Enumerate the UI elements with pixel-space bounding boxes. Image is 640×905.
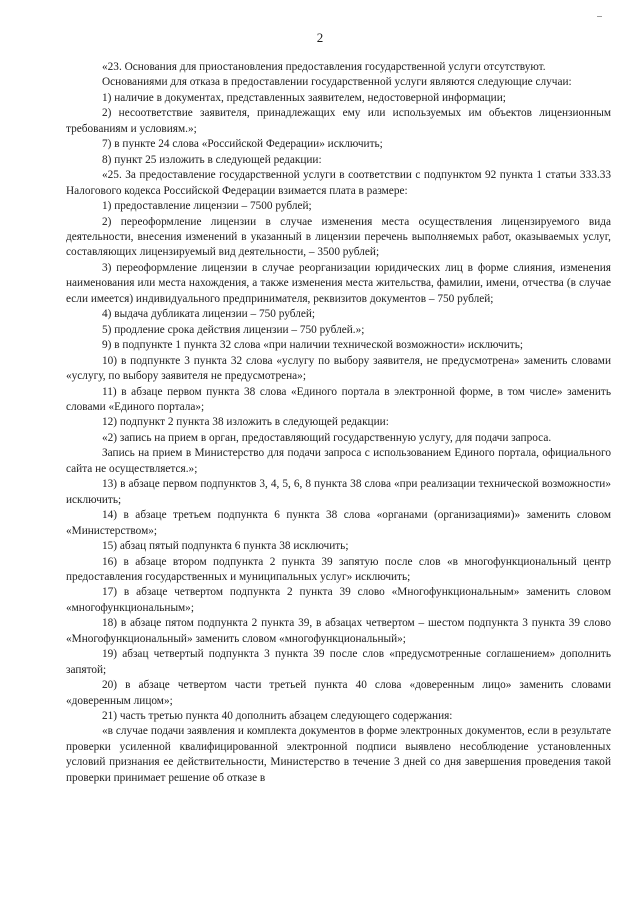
paragraph: 7) в пункте 24 слова «Российской Федерации» исключить;	[102, 138, 383, 151]
page-number: 2	[316, 30, 324, 45]
paragraph: 10) в подпункте 3 пункта 32 слова «услугу по выбору заявителя, не предусмотрена» заменить словами «услугу, по выбору заявителя не предусмотрена»;	[66, 354, 611, 383]
paragraph: 3) переоформление лицензии в случае реорганизации юридических лиц в форме слияния, изменения наименования или места нахождения, а также изменения места жительства, фамилии, имени, отчества (в случае если имеется) индивидуального предпринимателя, реквизитов документов – 750 рублей;	[66, 261, 611, 305]
paragraph: 13) в абзаце первом подпунктов 3, 4, 5, 6, 8 пункта 38 слова «при реализации технической возможности» исключить;	[66, 478, 611, 506]
paragraph: 16) в абзаце втором подпункта 2 пункта 39 запятую после слов «в многофункциональный центр предоставления государственных и муниципальных услуг» исключить;	[66, 555, 611, 583]
paragraph: 14) в абзаце третьем подпункта 6 пункта 38 слова «органами (организациями)» заменить словом «Министерством»;	[66, 509, 611, 537]
paragraph: 17) в абзаце четвертом подпункта 2 пункта 39 слово «Многофункциональным» заменить словом «многофункциональным»;	[66, 586, 611, 614]
paragraph: 18) в абзаце пятом подпункта 2 пункта 39, в абзацах четвертом – шестом подпункта 3 пункта 39 слово «Многофункциональный» заменить словом «многофункциональный»;	[66, 617, 611, 645]
paragraph: 2) переоформление лицензии в случае изменения места осуществления лицензируемого вида деятельности, внесения изменений в указанный в лицензии перечень выполняемых работ, оказываемых услуг, составляющих лицензируемый вид деятельности, – 3500 рублей;	[66, 215, 611, 259]
paragraph: 5) продление срока действия лицензии – 750 рублей.»;	[102, 323, 365, 336]
paragraph: 2) несоответствие заявителя, принадлежащих ему или используемых им объектов лицензионным требованиям и условиям.»;	[66, 107, 611, 135]
paragraph: 8) пункт 25 изложить в следующей редакции:	[102, 153, 322, 166]
paragraph: 1) наличие в документах, представленных заявителем, недостоверной информации;	[102, 91, 506, 104]
paragraph: Запись на прием в Министерство для подачи запроса с использованием Единого портала, официального сайта не осуществляется.»;	[66, 447, 611, 475]
paragraph: 12) подпункт 2 пункта 38 изложить в следующей редакции:	[102, 416, 389, 429]
scan-mark	[597, 16, 602, 17]
paragraph: 19) абзац четвертый подпункта 3 пункта 39 после слов «предусмотренные соглашением» дополнить запятой;	[66, 648, 611, 676]
paragraph: 21) часть третью пункта 40 дополнить абзацем следующего содержания:	[102, 710, 453, 723]
paragraph: «2) запись на прием в орган, предоставляющий государственную услугу, для подачи запроса.	[102, 431, 552, 444]
paragraph: 11) в абзаце первом пункта 38 слова «Единого портала в электронной форме, в том числе» заменить словами «Единого портала»;	[66, 385, 611, 413]
paragraph: 20) в абзаце четвертом части третьей пункта 40 слова «доверенным лицо» заменить словами «доверенным лицом»;	[66, 679, 611, 707]
paragraph: «25. За предоставление государственной услуги в соответствии с подпунктом 92 пункта 1 статьи 333.33 Налогового кодекса Российской Федерации взимается плата в размере:	[66, 169, 611, 197]
document-body	[66, 60, 611, 786]
paragraph: 4) выдача дубликата лицензии – 750 рублей;	[102, 308, 316, 321]
paragraph: «23. Основания для приостановления предоставления государственной услуги отсутствуют.	[102, 61, 546, 73]
paragraph: 1) предоставление лицензии – 7500 рублей;	[102, 200, 312, 213]
paragraph: 9) в подпункте 1 пункта 32 слова «при наличии технической возможности» исключить;	[102, 339, 524, 352]
paragraph: «в случае подачи заявления и комплекта документов в форме электронных документов, если в результате проверки усиленной квалифицированной электронной подписи выявлено несоблюдение установленных условий признания ее действительности, Министерство в течение 3 дней со дня завершения проведения такой проверки принимает решение об отказе в	[66, 725, 611, 784]
paragraph: Основаниями для отказа в предоставлении государственной услуги являются следующие случаи:	[102, 76, 572, 89]
paragraph: 15) абзац пятый подпункта 6 пункта 38 исключить;	[102, 540, 349, 553]
